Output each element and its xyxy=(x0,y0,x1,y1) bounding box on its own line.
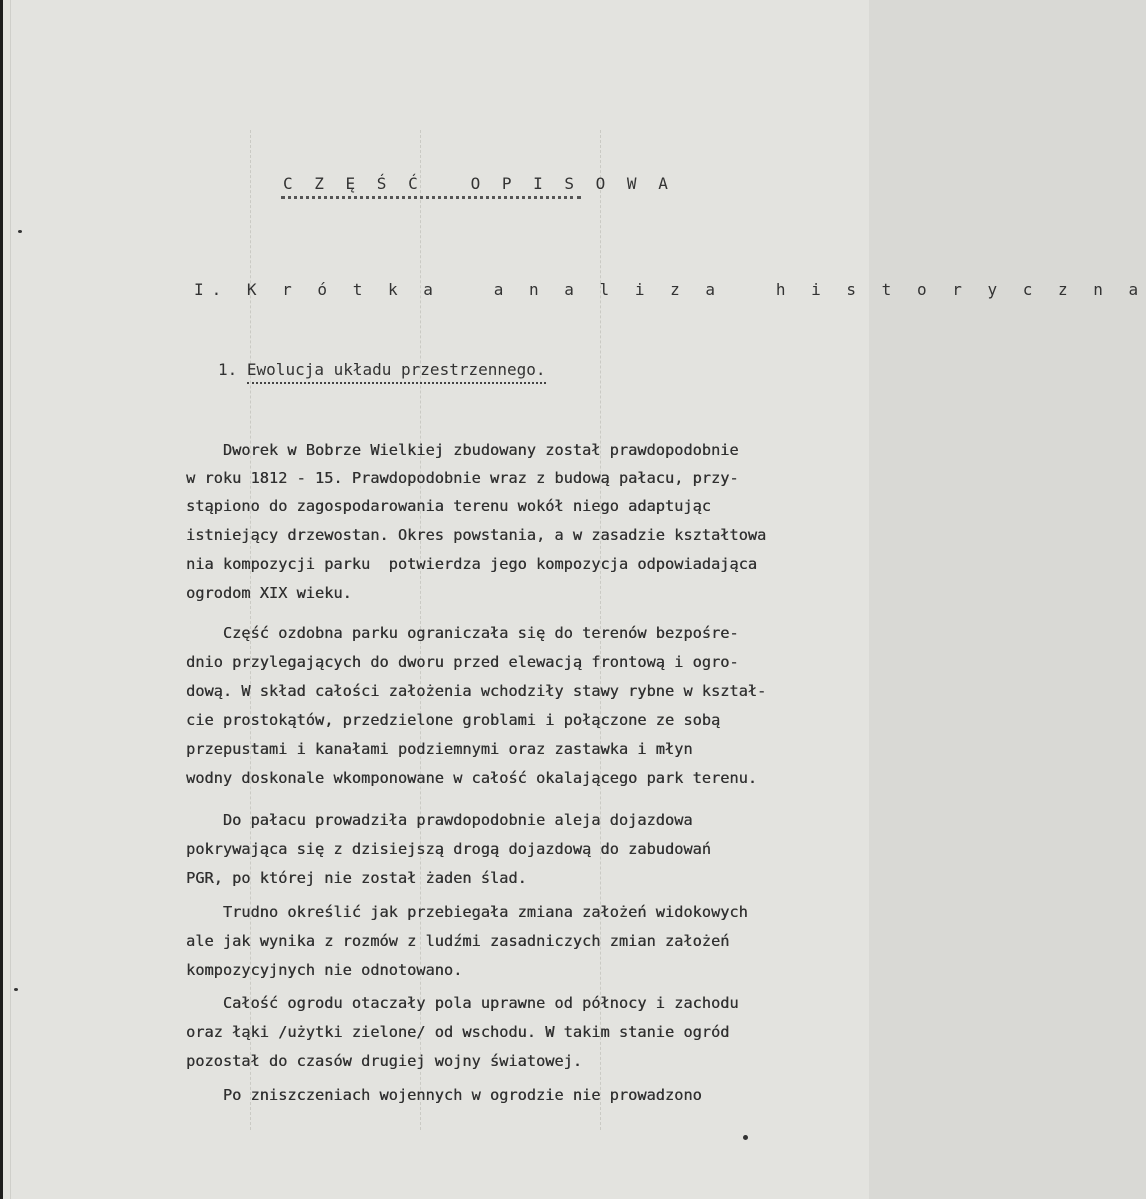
text-line: nia kompozycji parku potwierdza jego kompozycja odpowiadająca xyxy=(186,555,757,573)
title-underline xyxy=(281,196,581,199)
speck-mark xyxy=(14,988,18,991)
text-line: ogrodom XIX wieku. xyxy=(186,584,352,602)
page-title: C Z Ę Ś Ć O P I S O W A xyxy=(283,174,674,193)
text-line: wodny doskonale wkomponowane w całość okalającego park terenu. xyxy=(186,769,757,787)
speck-mark xyxy=(743,1135,748,1140)
text-line: dową. W skład całości założenia wchodziły stawy rybne w kształ- xyxy=(186,682,767,700)
speck-mark xyxy=(18,230,22,233)
text-line: stąpiono do zagospodarowania terenu wokół niego adaptując xyxy=(186,497,711,515)
text-line: cie prostokątów, przedzielone groblami i połączone ze sobą xyxy=(186,711,721,729)
text-line: Trudno określić jak przebiegała zmiana założeń widokowych xyxy=(186,903,748,921)
scan-edge xyxy=(0,0,3,1199)
text-line: przepustami i kanałami podziemnymi oraz zastawka i młyn xyxy=(186,740,693,758)
text-line: PGR, po której nie został żaden ślad. xyxy=(186,869,527,887)
text-line: ale jak wynika z rozmów z ludźmi zasadniczych zmian założeń xyxy=(186,932,730,950)
text-line: Część ozdobna parku ograniczała się do terenów bezpośre- xyxy=(186,624,739,642)
text-line: oraz łąki /użytki zielone/ od wschodu. W takim stanie ogród xyxy=(186,1023,730,1041)
paper-fold-line xyxy=(10,0,11,1199)
section-heading: I. K r ó t k a a n a l i z a h i s t o r y c z n a xyxy=(194,280,1146,299)
subsection-number: 1. xyxy=(218,360,247,379)
text-line: istniejący drzewostan. Okres powstania, a w zasadzie kształtowa xyxy=(186,526,767,544)
subsection-title: Ewolucja układu przestrzennego. xyxy=(247,360,546,384)
text-line: Do pałacu prowadziła prawdopodobnie aleja dojazdowa xyxy=(186,811,693,829)
text-line: pozostał do czasów drugiej wojny światowej. xyxy=(186,1052,583,1070)
text-line: Całość ogrodu otaczały pola uprawne od północy i zachodu xyxy=(186,994,739,1012)
text-line: kompozycyjnych nie odnotowano. xyxy=(186,961,463,979)
text-line: dnio przylegających do dworu przed elewacją frontową i ogro- xyxy=(186,653,739,671)
text-line: w roku 1812 - 15. Prawdopodobnie wraz z budową pałacu, przy- xyxy=(186,469,739,487)
subsection-heading xyxy=(218,360,546,379)
text-line: pokrywająca się z dzisiejszą drogą dojazdową do zabudowań xyxy=(186,840,711,858)
text-line: Po zniszczeniach wojennych w ogrodzie nie prowadzono xyxy=(186,1086,702,1104)
text-line: Dworek w Bobrze Wielkiej zbudowany został prawdopodobnie xyxy=(186,441,739,459)
